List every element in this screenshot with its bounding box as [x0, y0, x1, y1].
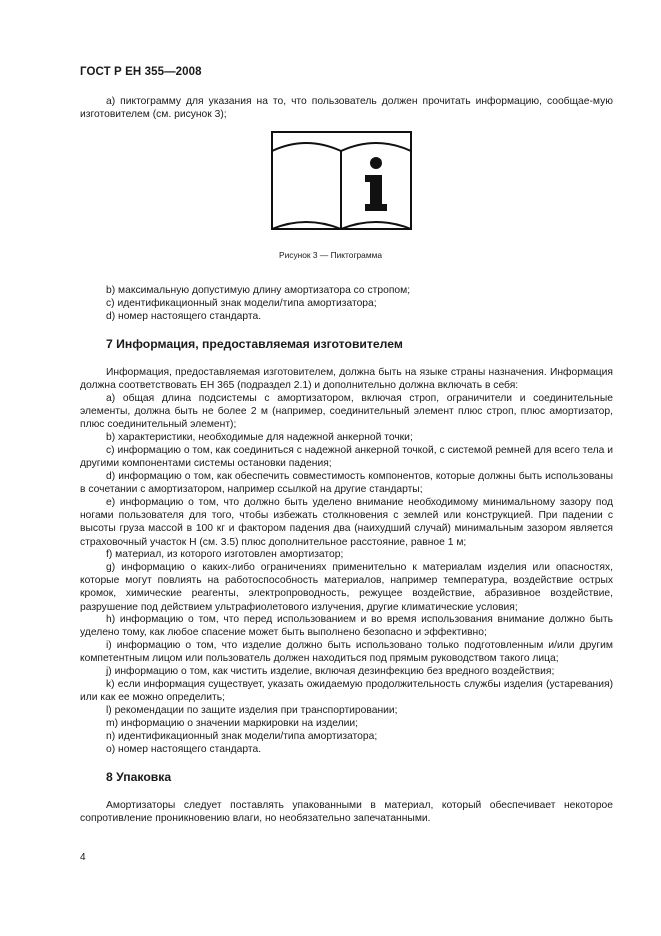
list-item: b) характеристики, необходимые для надежной анкерной точки;	[106, 432, 413, 443]
list-item: j) информацию о том, как чистить изделие, включая дезинфекцию без вредного воздействия;	[106, 666, 555, 677]
section-8-text: Амортизаторы следует поставлять упакованными в материал, который обеспечивает некоторое сопротивление проникновению влаги, но необязательно запечатанными.	[80, 800, 613, 825]
list-item: d) информацию о том, как обеспечить совместимость компонентов, которые должны быть использованы в сочетании с амортизатором, например ссылкой на другие стандарты;	[80, 471, 613, 496]
figure-caption: Рисунок 3 — Пиктограмма	[279, 250, 382, 260]
list-item: с) информацию о том, как соединиться с надежной анкерной точкой, с системой ремней для всего тела и другими компонентами системы остановки падения;	[80, 445, 613, 470]
section-7-intro: Информация, предоставляемая изготовителем, должна быть на языке страны назначения. Информация должна соответствовать ЕН 365 (подраздел 2.1) и дополнительно должна включать в себя:	[80, 367, 613, 392]
list-item: о) номер настоящего стандарта.	[106, 744, 262, 755]
list-item: f) материал, из которого изготовлен амортизатор;	[106, 549, 344, 560]
list-item: h) информацию о том, что перед использованием и во время использования внимание должно быть уделено тому, как любое спасение может быть выполнено безопасно и эффективно;	[80, 614, 613, 639]
book-info-icon	[271, 131, 412, 230]
list-item: l) рекомендации по защите изделия при транспортировании;	[106, 705, 398, 716]
list-item: k) если информация существует, указать ожидаемую продолжительность службы изделия (устаревания) или как ее можно определить;	[80, 679, 613, 704]
list-item: g) информацию о каких-либо ограничениях применительно к материалам изделия или опасностях, которые могут повлиять на работоспособность материалов, например температура, воздействие острых кромок, химические реагенты, электропроводность, режущее воздействие, абразивное воздействие, разрушение под действием ультрафиолетового излучения, другие климатические условия;	[80, 562, 613, 613]
list-item: c) идентификационный знак модели/типа амортизатора;	[106, 298, 377, 309]
list-item: n) идентификационный знак модели/типа амортизатора;	[106, 731, 378, 742]
section-8-title: 8 Упаковка	[106, 770, 172, 784]
list-item: а) общая длина подсистемы с амортизатором, включая строп, ограничители и соединительные элементы, должна быть не более 2 м (например, соединительный элемент плюс строп, плюс амортизатор, плюс соединительный элемент);	[80, 393, 613, 431]
list-item: m) информацию о значении маркировки на изделии;	[106, 718, 359, 729]
section-7-title: 7 Информация, предоставляемая изготовителем	[106, 337, 403, 351]
page-number: 4	[80, 852, 86, 863]
list-item: d) номер настоящего стандарта.	[106, 311, 262, 322]
paragraph-a-pictogram: а) пиктограмму для указания на то, что пользователь должен прочитать информацию, сообщае-мую изготовителем (см. рисунок 3);	[80, 96, 613, 121]
list-item: е) информацию о том, что должно быть уделено внимание необходимому минимальному зазору под ногами пользователя для того, чтобы избежать столкновения с землей или конструкцией. При падении с высоты груза массой в 100 кг и фактором падения два (наихудший случай) минимальным зазором является страховочный участок Н (см. 3.5) плюс дополнительное расстояние, равное 1 м;	[80, 497, 613, 548]
list-item: b) максимальную допустимую длину амортизатора со стропом;	[106, 285, 411, 296]
list-item: i) информацию о том, что изделие должно быть использовано только подготовленным и/или другим компетентным лицом или пользователь должен находиться под прямым руководством такого лица;	[80, 640, 613, 665]
document-header: ГОСТ Р ЕН 355—2008	[80, 66, 202, 78]
